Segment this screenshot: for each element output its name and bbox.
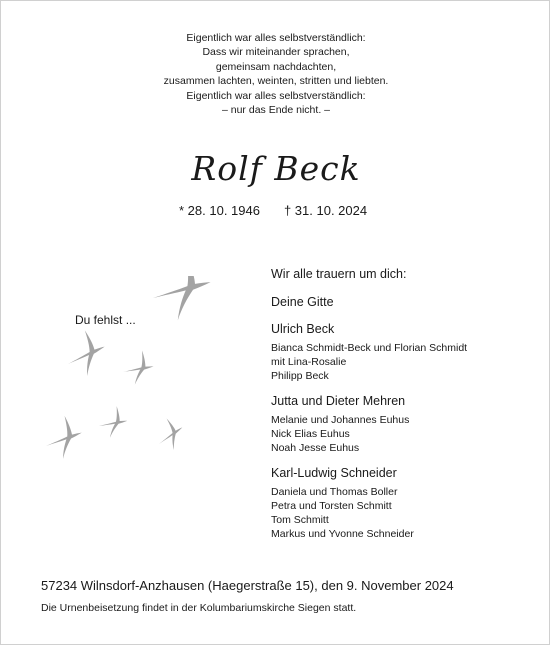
bird-icon <box>41 414 87 462</box>
mourner-member: Petra und Torsten Schmitt <box>271 500 392 512</box>
mourner-group-head: Karl-Ludwig Schneider <box>271 466 397 480</box>
mourner-group <box>271 464 541 541</box>
death-date: † 31. 10. 2024 <box>283 203 368 218</box>
poem <box>1 31 550 117</box>
mourner-member: Bianca Schmidt-Beck und Florian Schmidt <box>271 342 468 354</box>
mourner-member: mit Lina-Rosalie <box>271 356 347 368</box>
poem-line: zusammen lachten, weinten, stritten und liebten. <box>163 75 389 88</box>
birds-illustration <box>41 276 221 466</box>
mourner-group <box>271 392 541 455</box>
mourner-group-head: Deine Gitte <box>271 295 334 309</box>
poem-line: – nur das Ende nicht. – <box>222 104 330 117</box>
mourners-intro: Wir alle trauern um dich: <box>271 267 407 281</box>
mourner-group-head: Ulrich Beck <box>271 322 335 336</box>
poem-line: Dass wir miteinander sprachen, <box>202 46 350 59</box>
place-and-date: 57234 Wilnsdorf-Anzhausen (Haegerstraße 15), den 9. November 2024 <box>41 578 454 593</box>
mourner-member: Noah Jesse Euhus <box>271 442 360 454</box>
mourners-list <box>271 265 541 550</box>
poem-line: Eigentlich war alles selbstverständlich: <box>186 89 366 102</box>
bird-icon <box>60 329 111 380</box>
burial-note: Die Urnenbeisetzung findet in der Kolumbariumskirche Siegen statt. <box>41 602 357 614</box>
poem-line: gemeinsam nachdachten, <box>215 60 337 73</box>
bird-icon <box>118 349 156 386</box>
bird-icon <box>152 417 187 453</box>
deceased-name: Rolf Beck <box>191 149 361 188</box>
mourner-group <box>271 320 541 383</box>
mourner-member: Melanie und Johannes Euhus <box>271 414 410 426</box>
mourner-member: Tom Schmitt <box>271 514 329 526</box>
mourner-group <box>271 293 541 311</box>
mourner-member: Daniela und Thomas Boller <box>271 486 398 498</box>
life-dates <box>179 203 367 218</box>
mourner-member: Nick Elias Euhus <box>271 428 350 440</box>
birth-date: * 28. 10. 1946 <box>179 203 260 218</box>
mourner-group-head: Jutta und Dieter Mehren <box>271 394 406 408</box>
mourner-member: Markus und Yvonne Schneider <box>271 528 414 540</box>
poem-line: Eigentlich war alles selbstverständlich: <box>186 32 366 44</box>
miss-text: Du fehlst ... <box>75 313 136 327</box>
mourner-member: Philipp Beck <box>271 370 329 382</box>
bird-icon <box>143 276 218 325</box>
bird-icon <box>95 405 130 439</box>
